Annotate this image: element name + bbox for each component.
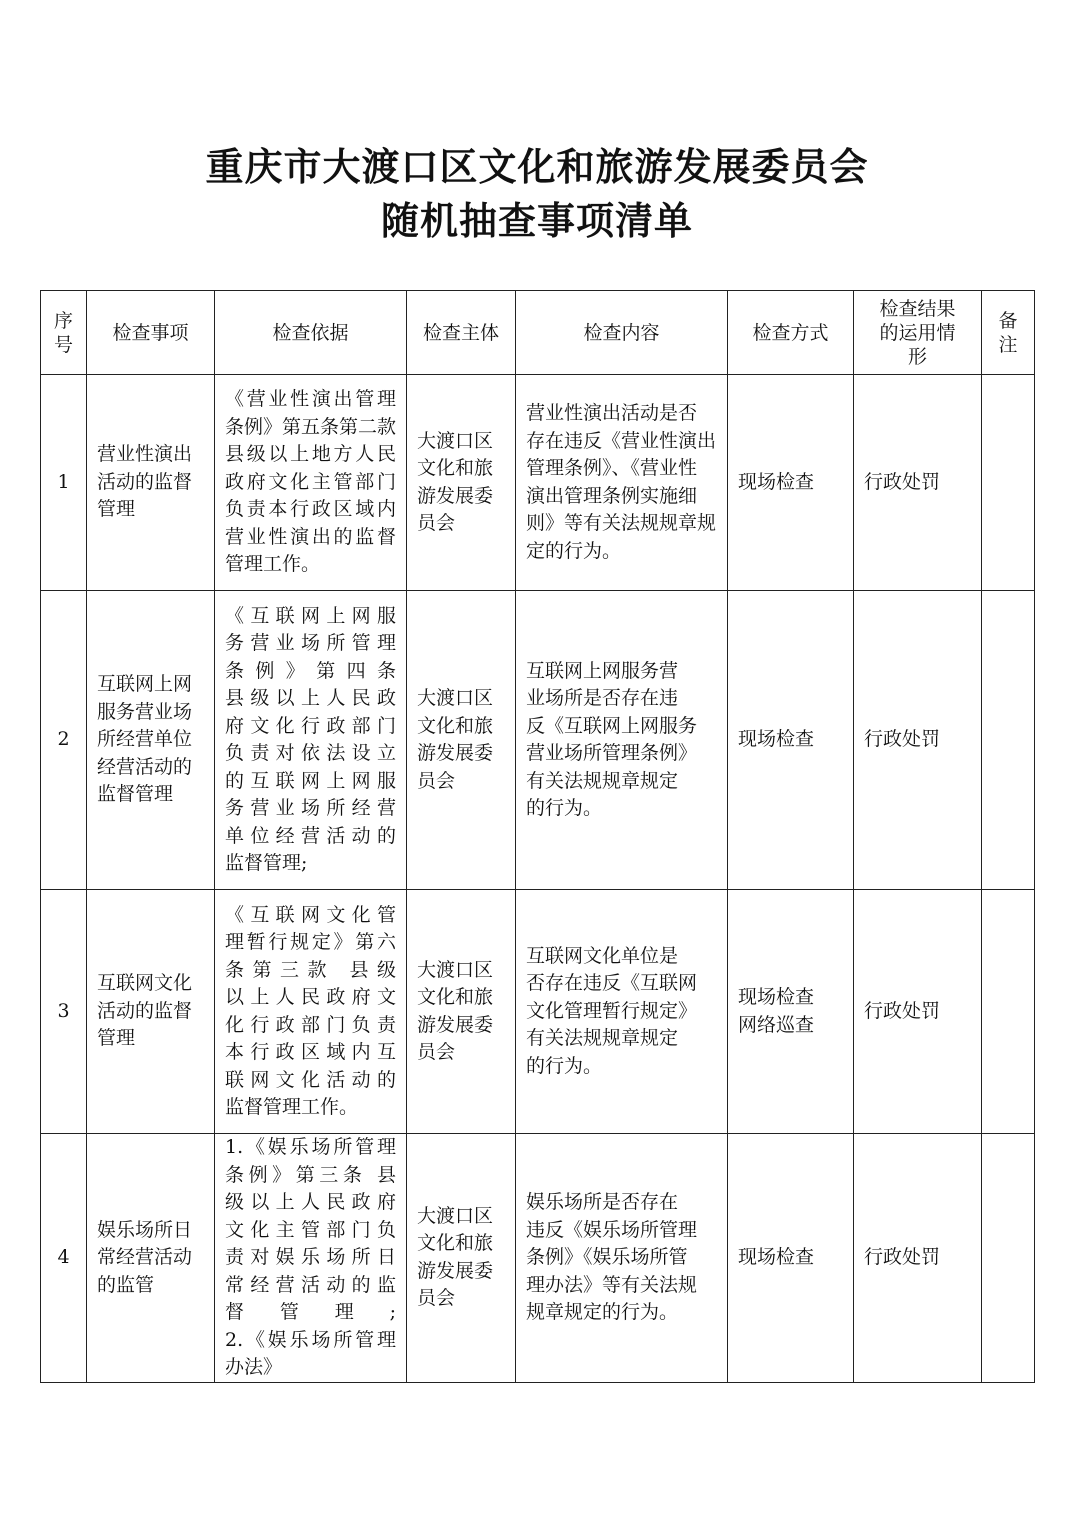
inspection-basis: 《互联网上网服 务营业场所管理 条例》第四条 县级以上人民政 府文化行政部门 负责对依法设立 的互联网上网服 务营业场所经营 单位经营活动的 监督管理; bbox=[215, 591, 407, 890]
header-content: 检查内容 bbox=[516, 291, 728, 375]
remark bbox=[982, 890, 1035, 1134]
remark bbox=[982, 1134, 1035, 1383]
inspection-content: 互联网文化单位是 否存在违反《互联网 文化管理暂行规定》 有关法规规章规定 的行为。 bbox=[516, 890, 728, 1134]
inspection-item: 娱乐场所日 常经营活动 的监管 bbox=[87, 1134, 215, 1383]
inspection-basis: 《营业性演出管理 条例》第五条第二款 县级以上地方人民 政府文化主管部门 负责本行政区域内 营业性演出的监督 管理工作。 bbox=[215, 375, 407, 591]
row-number: 3 bbox=[41, 890, 87, 1134]
document-title-line1: 重庆市大渡口区文化和旅游发展委员会 bbox=[205, 144, 869, 189]
inspection-content: 营业性演出活动是否 存在违反《营业性演出 管理条例》、《营业性 演出管理条例实施细 则》等有关法规规章规 定的行为。 bbox=[516, 375, 728, 591]
inspection-method: 现场检查 bbox=[728, 1134, 854, 1383]
header-remark: 备 注 bbox=[982, 291, 1035, 375]
row-number: 1 bbox=[41, 375, 87, 591]
result-usage: 行政处罚 bbox=[854, 375, 982, 591]
inspection-basis: 《互联网文化管 理暂行规定》第六 条第三款 县级 以上人民政府文 化行政部门负责 本行政区域内互 联网文化活动的 监督管理工作。 bbox=[215, 890, 407, 1134]
header-no: 序 号 bbox=[41, 291, 87, 375]
inspection-method: 现场检查 bbox=[728, 591, 854, 890]
result-usage: 行政处罚 bbox=[854, 890, 982, 1134]
row-number: 2 bbox=[41, 591, 87, 890]
table-row bbox=[41, 375, 1035, 591]
inspection-basis: 1.《娱乐场所管理 条例》第三条 县 级以上人民政府 文化主管部门负 责对娱乐场所日 常经营活动的监 督管理; 2.《娱乐场所管理 办法》 bbox=[215, 1134, 407, 1383]
table-row bbox=[41, 591, 1035, 890]
result-usage: 行政处罚 bbox=[854, 1134, 982, 1383]
result-usage: 行政处罚 bbox=[854, 591, 982, 890]
header-method: 检查方式 bbox=[728, 291, 854, 375]
inspection-items-table bbox=[40, 290, 1035, 1383]
row-number: 4 bbox=[41, 1134, 87, 1383]
inspection-content: 互联网上网服务营 业场所是否存在违 反《互联网上网服务 营业场所管理条例》 有关法规规章规定 的行为。 bbox=[516, 591, 728, 890]
inspection-method: 现场检查 网络巡查 bbox=[728, 890, 854, 1134]
table-row bbox=[41, 890, 1035, 1134]
inspection-content: 娱乐场所是否存在 违反《娱乐场所管理 条例》《娱乐场所管 理办法》等有关法规 规章规定的行为。 bbox=[516, 1134, 728, 1383]
remark bbox=[982, 375, 1035, 591]
inspection-item: 互联网文化 活动的监督 管理 bbox=[87, 890, 215, 1134]
inspection-subject: 大渡口区 文化和旅 游发展委 员会 bbox=[407, 1134, 516, 1383]
table-header-row bbox=[41, 291, 1035, 375]
inspection-item: 互联网上网 服务营业场 所经营单位 经营活动的 监督管理 bbox=[87, 591, 215, 890]
inspection-subject: 大渡口区 文化和旅 游发展委 员会 bbox=[407, 375, 516, 591]
inspection-method: 现场检查 bbox=[728, 375, 854, 591]
inspection-subject: 大渡口区 文化和旅 游发展委 员会 bbox=[407, 890, 516, 1134]
remark bbox=[982, 591, 1035, 890]
inspection-item: 营业性演出 活动的监督 管理 bbox=[87, 375, 215, 591]
header-item: 检查事项 bbox=[87, 291, 215, 375]
table-row bbox=[41, 1134, 1035, 1383]
inspection-subject: 大渡口区 文化和旅 游发展委 员会 bbox=[407, 591, 516, 890]
header-basis: 检查依据 bbox=[215, 291, 407, 375]
header-result: 检查结果 的运用情 形 bbox=[854, 291, 982, 375]
header-subject: 检查主体 bbox=[407, 291, 516, 375]
document-title-line2: 随机抽查事项清单 bbox=[380, 198, 693, 243]
